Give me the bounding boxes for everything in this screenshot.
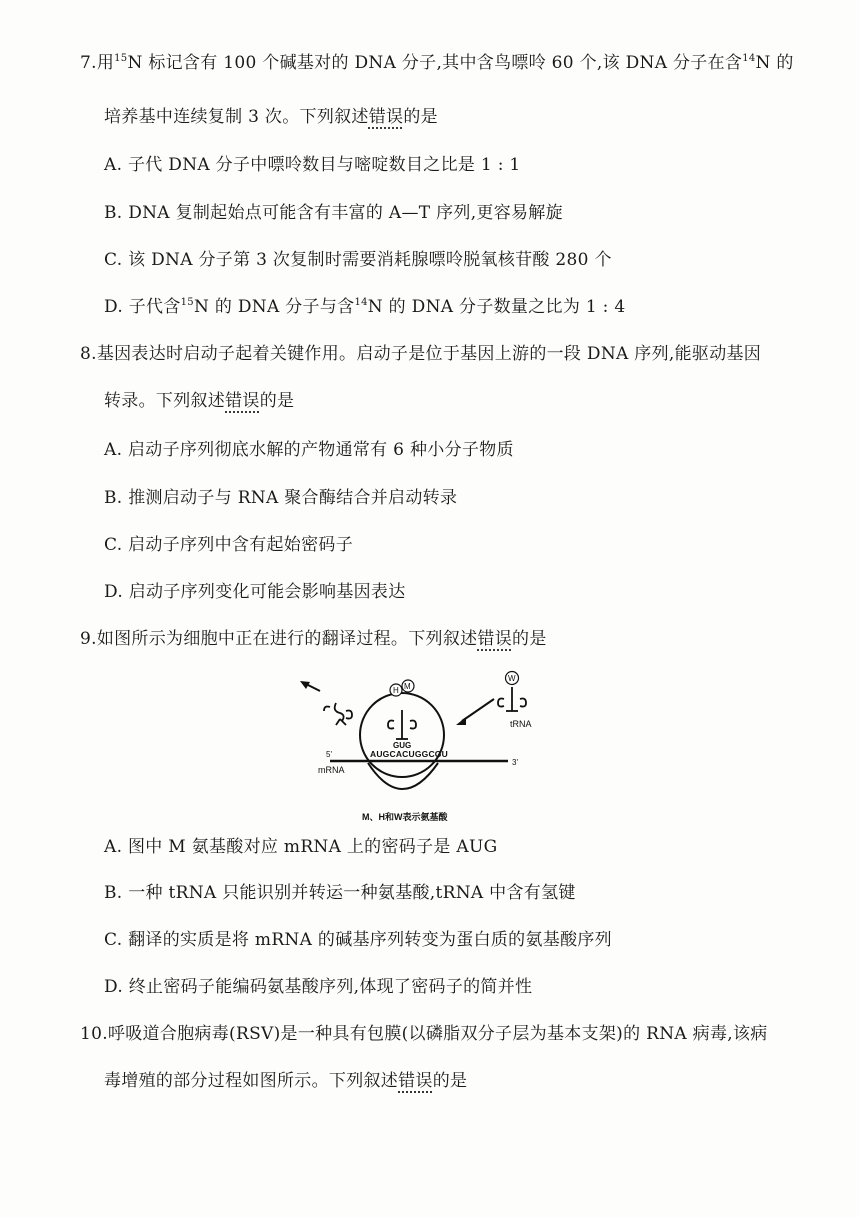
- q7-text: 7.用: [80, 53, 115, 73]
- q7-text: N 的 DNA 分子数量之比为 1 : 4: [367, 297, 626, 317]
- q7-text: 的是: [403, 107, 438, 127]
- q9-option-b: B. 一种 tRNA 只能识别并转运一种氨基酸,tRNA 中含有氢键: [104, 883, 576, 903]
- mrna-label: mRNA: [318, 765, 345, 775]
- q9-option-c: C. 翻译的实质是将 mRNA 的碱基序列转变为蛋白质的氨基酸序列: [104, 930, 612, 950]
- q7-text: N 的 DNA 分子与含: [193, 297, 355, 317]
- entry-arrow: [462, 699, 494, 721]
- mrna-sequence: AUGCACUGGCGU: [370, 749, 448, 759]
- q8-option-d: D. 启动子序列变化可能会影响基因表达: [104, 582, 406, 602]
- amino-acid-m-label: M: [404, 682, 411, 691]
- q8-text: 转录。下列叙述: [104, 391, 226, 411]
- amino-acid-h-label: H: [393, 686, 399, 695]
- trna-in-ribosome: [388, 710, 416, 739]
- q8-option-b: B. 推测启动子与 RNA 聚合酶结合并启动转录: [104, 488, 458, 508]
- q8-text: 的是: [259, 391, 295, 411]
- q10-stem-line1: 10.呼吸道合胞病毒(RSV)是一种具有包膜(以磷脂双分子层为基本支架)的 RNA 病毒,该病: [80, 1024, 768, 1044]
- q7-stem-line1: [80, 48, 794, 73]
- q7-option-b: B. DNA 复制起始点可能含有丰富的 A—T 序列,更容易解旋: [104, 203, 563, 223]
- isotope-superscript: 15: [114, 53, 128, 64]
- trna-label: tRNA: [510, 719, 532, 729]
- q9-stem: [80, 624, 547, 649]
- q9-option-d: D. 终止密码子能编码氨基酸序列,体现了密码子的简并性: [104, 977, 533, 997]
- q7-text: N 标记含有 100 个碱基对的 DNA 分子,其中含鸟嘌呤 60 个,该 DNA 分子在含: [127, 53, 743, 73]
- q10-stem-line2: [104, 1066, 467, 1091]
- q8-stem-line2: [104, 386, 294, 411]
- q7-option-a: A. 子代 DNA 分子中嘌呤数目与嘧啶数目之比是 1 : 1: [104, 155, 521, 175]
- q9-text: 9.如图所示为细胞中正在进行的翻译过程。下列叙述: [80, 629, 478, 649]
- amino-acid-w-label: W: [508, 674, 516, 683]
- q9-option-a: A. 图中 M 氨基酸对应 mRNA 上的密码子是 AUG: [104, 837, 498, 857]
- departing-trna: [324, 703, 352, 725]
- q8-option-a: A. 启动子序列彻底水解的产物通常有 6 种小分子物质: [104, 440, 514, 460]
- entry-arrow-head: [456, 717, 466, 725]
- five-prime-label: 5': [326, 750, 332, 759]
- isotope-superscript: 14: [354, 297, 368, 308]
- emphasized-word: 错误: [477, 629, 513, 649]
- emphasized-word: 错误: [368, 107, 404, 127]
- q8-stem-line1: 8.基因表达时启动子起着关键作用。启动子是位于基因上游的一段 DNA 序列,能驱动基因: [80, 344, 762, 364]
- anticodon-label: GUG: [393, 741, 412, 750]
- emphasized-word: 错误: [225, 391, 260, 411]
- q9-text: 的是: [512, 629, 547, 649]
- q8-option-c: C. 启动子序列中含有起始密码子: [104, 535, 354, 555]
- isotope-superscript: 15: [180, 297, 194, 308]
- emphasis-mark: [369, 107, 404, 127]
- isotope-superscript: 14: [742, 53, 756, 64]
- q7-option-d: [104, 292, 626, 317]
- q7-text: 培养基中连续复制 3 次。下列叙述: [104, 107, 369, 127]
- q10-text: 的是: [432, 1071, 468, 1091]
- figure-caption: M、H和W表示氨基酸: [362, 812, 448, 822]
- q7-stem-line2: [104, 102, 438, 127]
- emphasized-word: 错误: [398, 1071, 433, 1091]
- incoming-trna: [498, 687, 526, 711]
- three-prime-label: 3': [512, 758, 518, 767]
- q7-text: N 的: [755, 53, 794, 73]
- q10-text: 毒增殖的部分过程如图所示。下列叙述: [104, 1071, 399, 1091]
- q7-text: D. 子代含: [104, 297, 181, 317]
- translation-diagram: [290, 665, 550, 825]
- q7-option-c: C. 该 DNA 分子第 3 次复制时需要消耗腺嘌呤脱氧核苷酸 280 个: [104, 250, 612, 270]
